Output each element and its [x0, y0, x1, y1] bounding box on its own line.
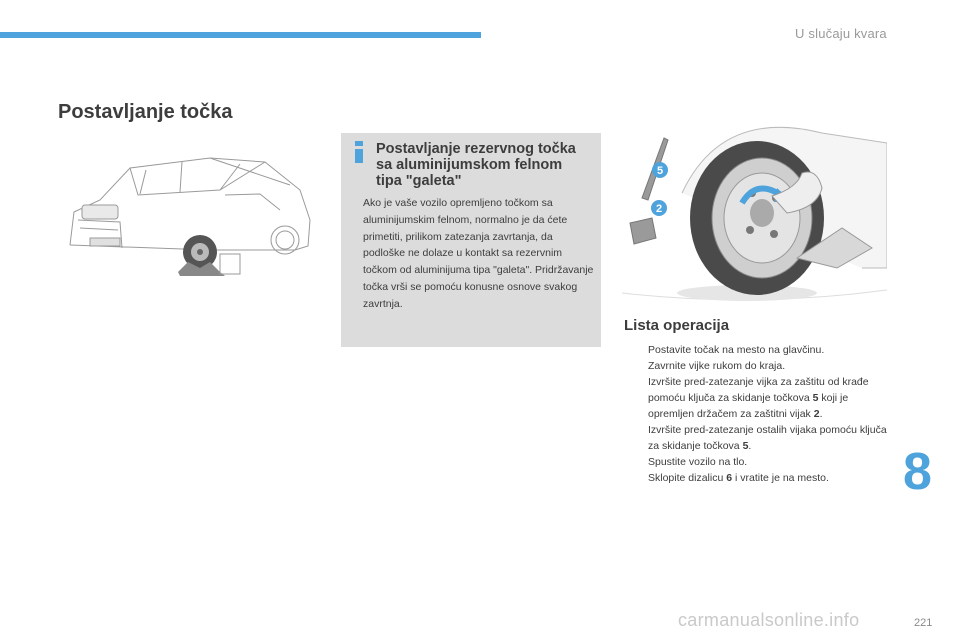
list-item: Sklopite dizalicu 6 i vratite je na mesto. — [648, 472, 829, 484]
info-box — [341, 133, 601, 347]
list-item: Spustite vozilo na tlo. — [648, 456, 748, 468]
section-title: Postavljanje točka — [58, 101, 233, 123]
operations-title: Lista operacija — [624, 317, 730, 334]
callout-5-label: 5 — [656, 165, 664, 177]
chapter-title: U slučaju kvara — [795, 26, 887, 41]
list-item: Izvršite pred-zatezanje ostalih vijaka pomoću ključa za skidanje točkova 5. — [648, 424, 887, 452]
info-icon — [351, 141, 367, 163]
wheel-tightening-illustration — [622, 118, 887, 303]
car-on-jack-illustration — [60, 150, 320, 280]
info-box-title: Postavljanje rezervnog točka sa aluminijumskom felnom tipa "galeta" — [376, 141, 576, 189]
list-item: Postavite točak na mesto na glavčinu. — [648, 344, 825, 356]
chapter-number: 8 — [903, 443, 932, 501]
operations-list — [626, 342, 888, 486]
watermark: carmanualsonline.info — [678, 610, 860, 630]
list-item: Zavrnite vijke rukom do kraja. — [648, 360, 786, 372]
top-accent-bar — [0, 32, 481, 38]
callout-2-label: 2 — [655, 203, 663, 215]
page-number: 221 — [914, 617, 933, 629]
list-item: Izvršite pred-zatezanje vijka za zaštitu od krađe pomoću ključa za skidanje točkova 5 koji je opremljen držačem za zaštitni vijak 2. — [648, 376, 869, 420]
info-box-text: Ako je vaše vozilo opremljeno točkom sa aluminijumskim felnom, normalno je da ćete primetiti, prilikom zatezanja zavrtanja, da podloške ne dolaze u kontakt sa rezervnim točkom od aluminijuma tipa "galeta". Pridržavanje točka vrši se pomoću konusne osnove svakog zavrtnja. — [363, 197, 594, 310]
